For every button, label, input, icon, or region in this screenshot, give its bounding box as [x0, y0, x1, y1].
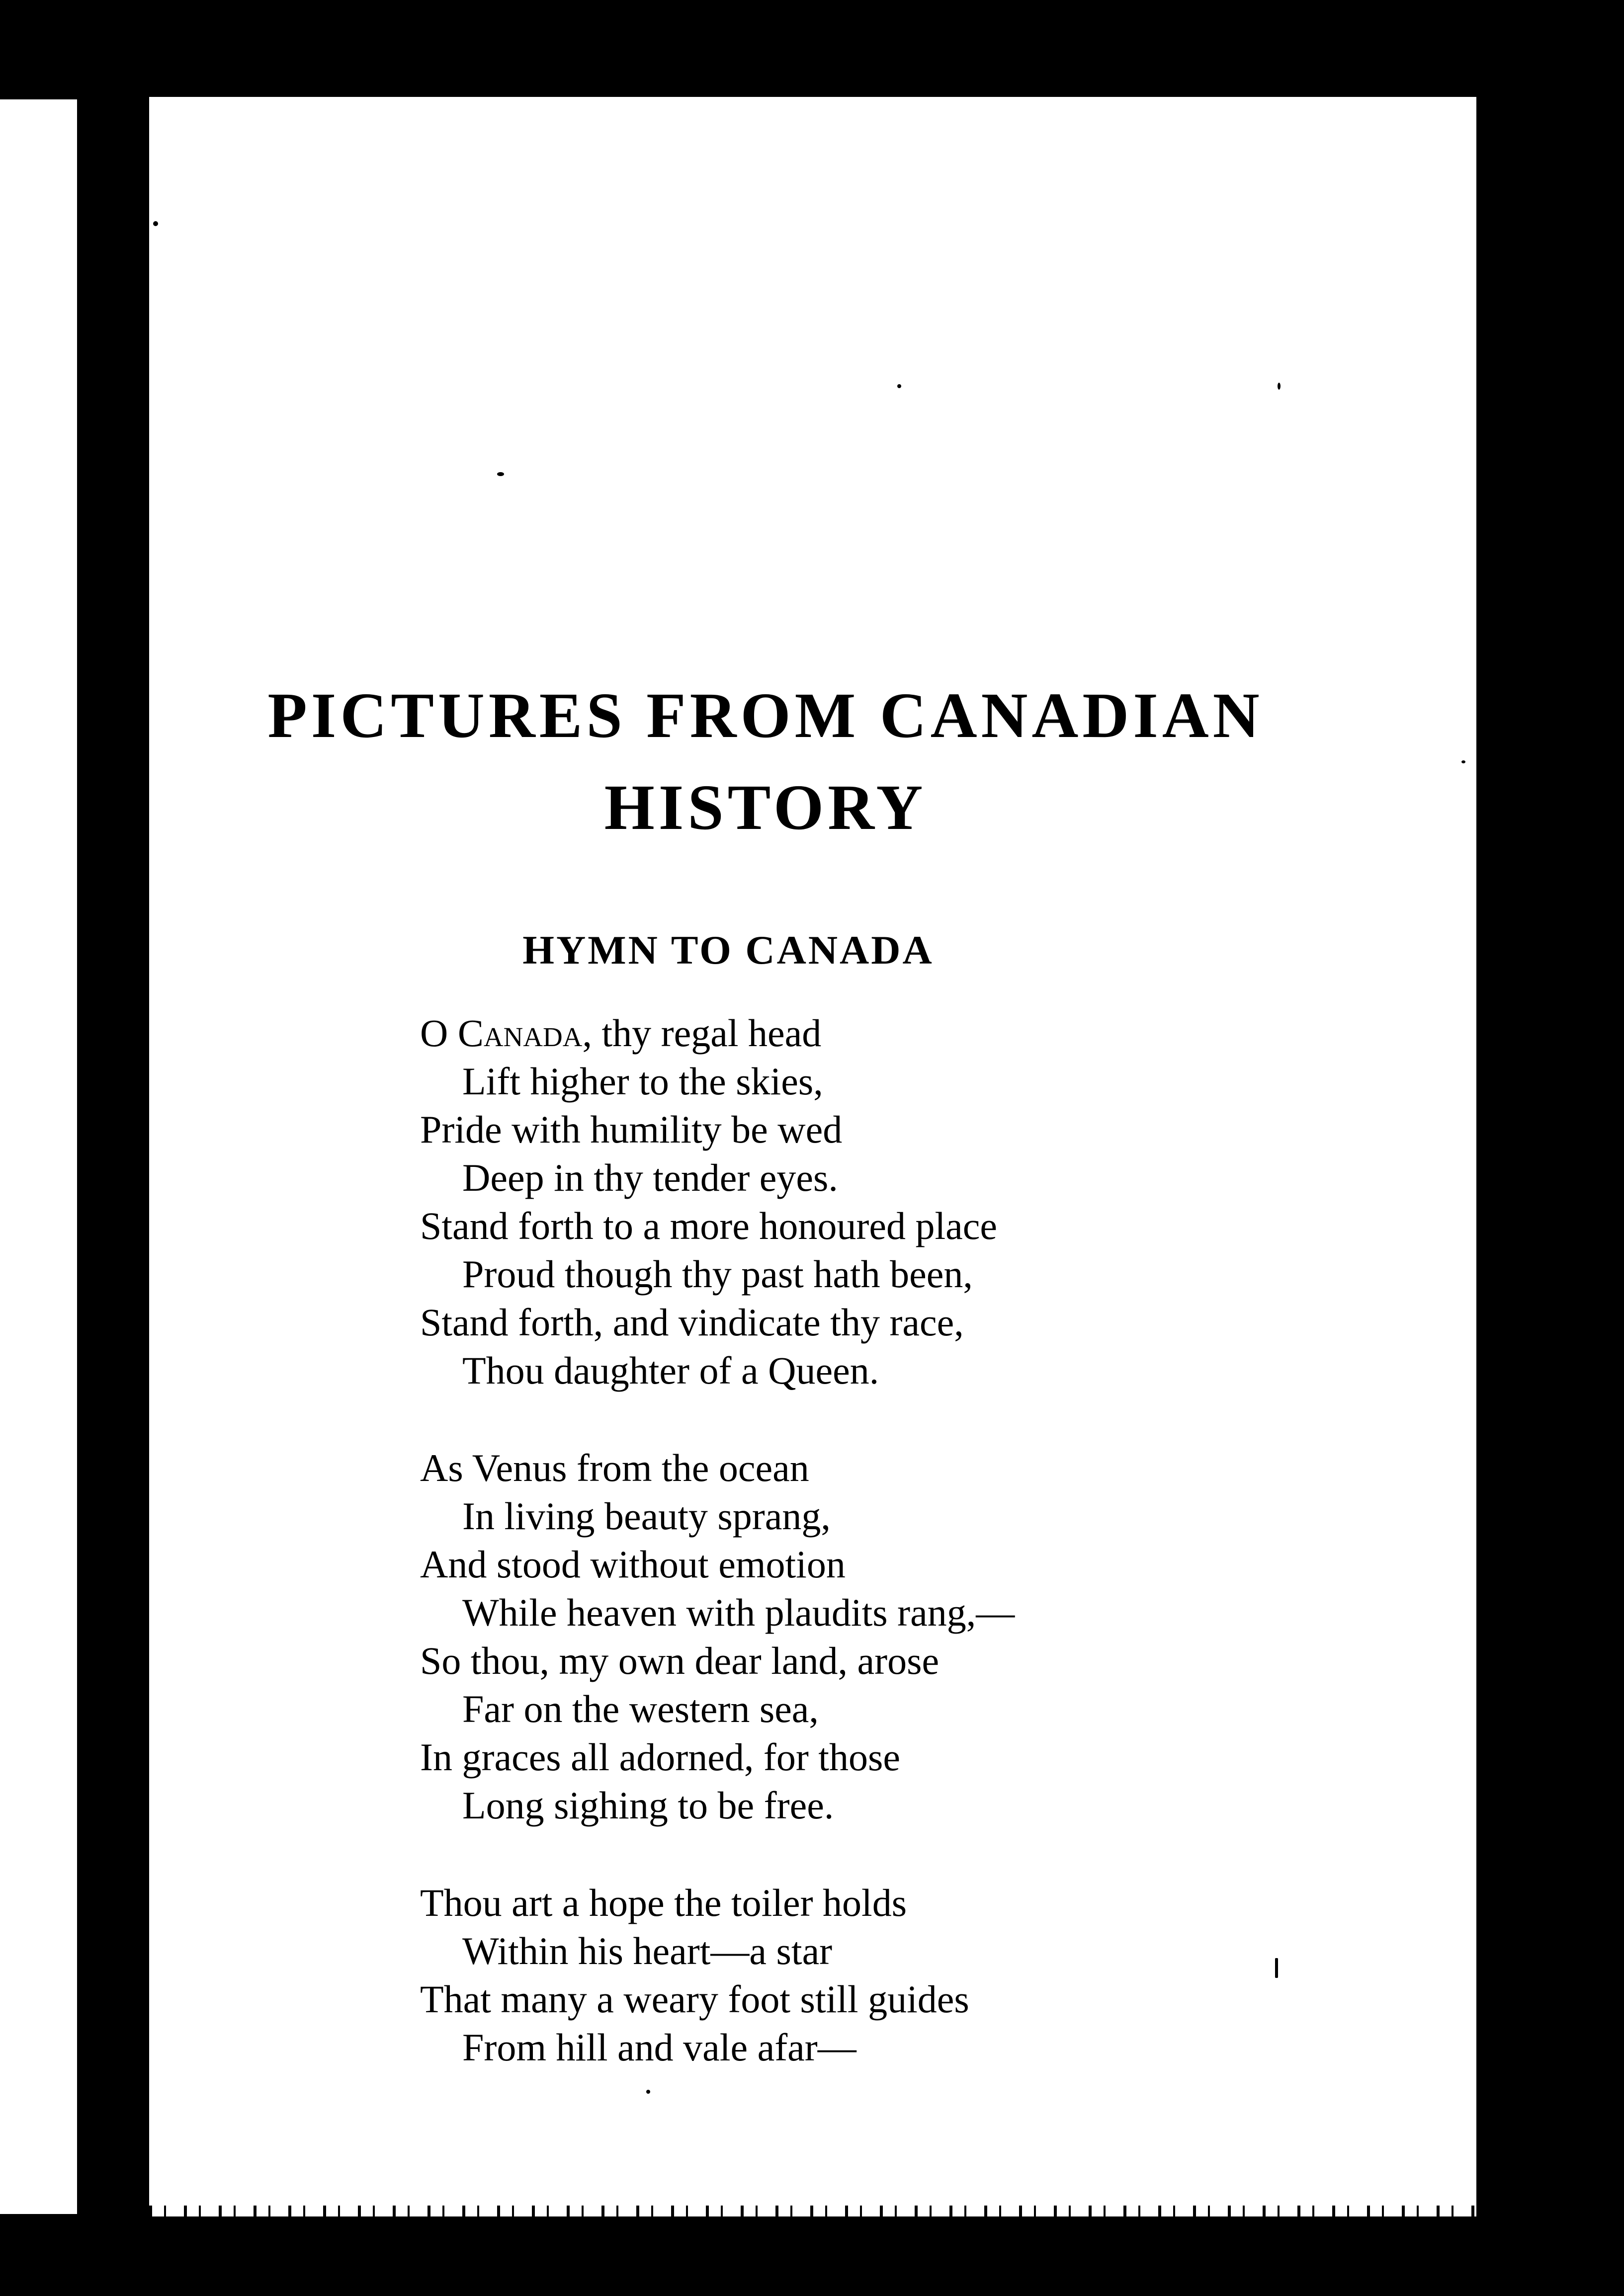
poem-line: In living beauty sprang, — [462, 1494, 831, 1538]
poem-stanza-3 — [420, 1879, 969, 2071]
poem-line: In graces all adorned, for those — [420, 1735, 900, 1779]
poem-line: Pride with humility be wed — [420, 1108, 843, 1151]
poem-line: Deep in thy tender eyes. — [462, 1156, 838, 1199]
ink-speck — [1275, 1958, 1278, 1978]
book-page — [149, 97, 1476, 2216]
book-title-line-1: PICTURES FROM CANADIAN — [267, 680, 1264, 751]
poem-line: Thou daughter of a Queen. — [462, 1349, 879, 1392]
ink-speck — [497, 472, 504, 476]
poem-line-suffix: , thy regal head — [582, 1011, 822, 1055]
canada-small-caps: Canada — [457, 1011, 583, 1055]
ink-speck — [897, 384, 901, 388]
poem-line: So thou, my own dear land, arose — [420, 1639, 940, 1682]
worn-page-bottom-edge — [149, 2206, 1476, 2216]
ink-speck — [646, 2090, 650, 2094]
poem-line: Within his heart—a star — [462, 1929, 833, 1972]
poem-line: That many a weary foot still guides — [420, 1977, 969, 2021]
poem-line: From hill and vale afar— — [462, 2026, 856, 2069]
poem-title: HYMN TO CANADA — [522, 927, 934, 973]
ink-speck — [1461, 760, 1465, 763]
poem-line: And stood without emotion — [420, 1543, 846, 1586]
poem-stanza-2 — [420, 1444, 1015, 1829]
ink-speck — [1278, 383, 1281, 390]
poem-stanza-1 — [420, 1009, 997, 1394]
poem-line: Lift higher to the skies, — [462, 1060, 823, 1103]
poem-line — [420, 1009, 997, 1057]
book-title-line-2: HISTORY — [604, 772, 927, 843]
poem-line: Thou art a hope the toiler holds — [420, 1881, 907, 1924]
adjacent-page-edge — [0, 99, 77, 2214]
poem-line: Proud though thy past hath been, — [462, 1252, 973, 1296]
poem-line: While heaven with plaudits rang,— — [462, 1591, 1015, 1634]
poem-line: Long sighing to be free. — [462, 1784, 834, 1827]
ink-speck — [153, 221, 158, 226]
poem-line: As Venus from the ocean — [420, 1446, 809, 1489]
poem-line: Stand forth, and vindicate thy race, — [420, 1301, 964, 1344]
poem-line: Far on the western sea, — [462, 1687, 819, 1730]
poem-line: Stand forth to a more honoured place — [420, 1204, 997, 1247]
poem-line-prefix: O — [420, 1011, 458, 1055]
